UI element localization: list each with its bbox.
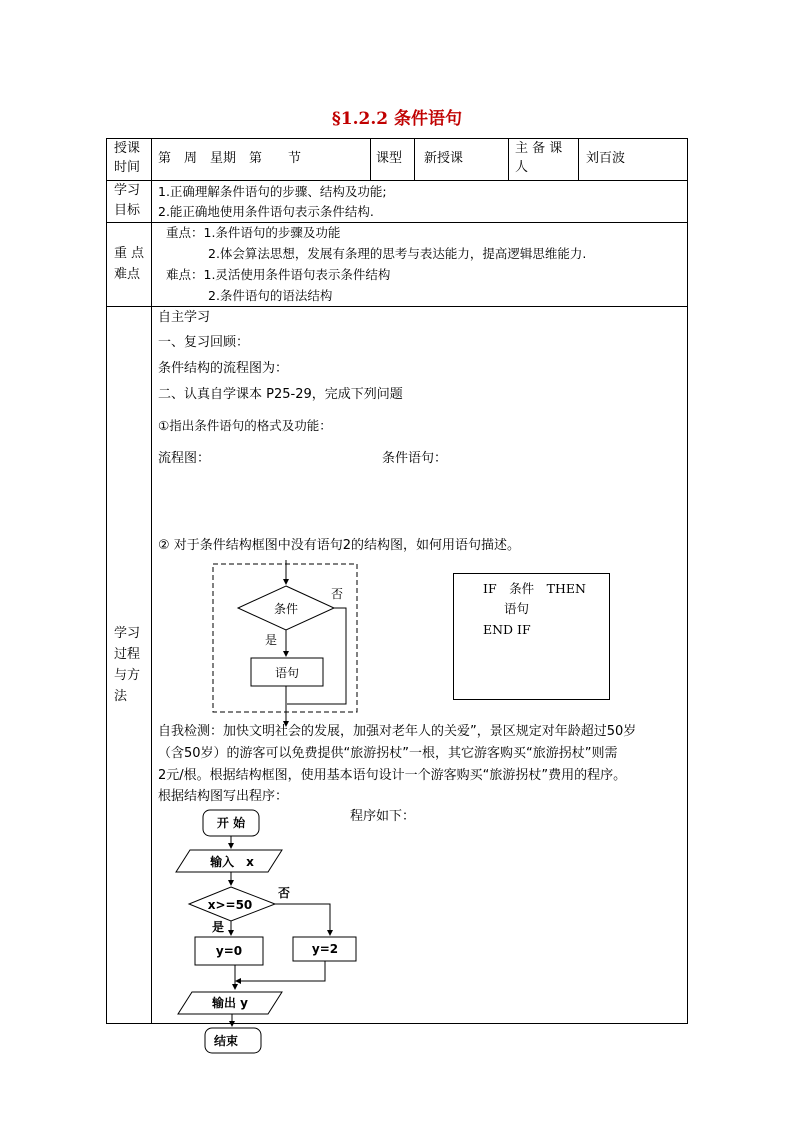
header-cell-divider	[578, 138, 579, 180]
table-border-left	[106, 138, 107, 1024]
keypoints-label-line2: 难点	[114, 267, 141, 282]
process-label-line4: 法	[114, 689, 128, 704]
lesson-time: 第 周 星期 第 节	[158, 151, 302, 166]
table-row-divider	[106, 222, 688, 223]
read-task: 二、认真自学课本 P25-29，完成下列问题	[158, 387, 403, 402]
keypoint-line: 重点：1.条件语句的步骤及功能	[166, 225, 341, 240]
preparer-name: 刘百波	[586, 151, 626, 166]
no-label: 否	[331, 587, 344, 601]
yes-label: 是	[265, 633, 278, 647]
header-cell-divider	[370, 138, 371, 180]
table-row-divider	[106, 306, 688, 307]
question-1: ①指出条件语句的格式及功能：	[158, 418, 332, 433]
input-text: 输入 x	[210, 855, 254, 869]
table-row-divider	[106, 180, 688, 181]
table-column-divider	[151, 138, 152, 1024]
goals-label-line2: 目标	[114, 203, 141, 218]
assign-y2-text: y=2	[311, 942, 339, 956]
preparer-label-line1: 主 备 课	[515, 141, 563, 156]
lesson-type-label: 课型	[376, 151, 403, 166]
time-label-line1: 授课	[114, 141, 141, 156]
self-check-line: 自我检测：加快文明社会的发展，加强对老年人的关爱”，景区规定对年龄超过50岁	[158, 724, 637, 739]
keypoint-line: 2.条件语句的语法结构	[208, 288, 333, 303]
table-border-right	[687, 138, 688, 1024]
process-label-line2: 过程	[114, 647, 141, 662]
code-line: IF 条件 THEN	[483, 581, 586, 596]
code-line: 语句	[504, 601, 530, 616]
decision-text: x>=50	[207, 898, 253, 912]
goal-item: 2.能正确地使用条件语句表示条件结构.	[158, 204, 374, 219]
goals-label-line1: 学习	[114, 183, 141, 198]
program-label: 程序如下：	[350, 809, 416, 824]
self-check-line: 根据结构图写出程序：	[158, 789, 289, 804]
condition-text: 条件	[273, 602, 299, 616]
condition-flowchart	[205, 560, 365, 730]
time-label-line2: 时间	[114, 160, 141, 175]
ticket-flowchart	[170, 805, 370, 1055]
self-check-line: （含50岁）的游客可以免费提供“旅游拐杖”一根，其它游客购买“旅游拐杖”则需	[158, 746, 618, 761]
question-2: ② 对于条件结构框图中没有语句2的结构图，如何用语句描述。	[158, 538, 521, 553]
output-text: 输出 y	[211, 996, 249, 1010]
self-check-line: 2元/根。根据结构框图，使用基本语句设计一个游客购买“旅游拐杖”费用的程序。	[158, 768, 627, 783]
process-label-line1: 学习	[114, 626, 141, 641]
header-cell-divider	[508, 138, 509, 180]
process-label-line3: 与方	[114, 668, 141, 683]
keypoint-line: 难点：1.灵活使用条件语句表示条件结构	[166, 267, 391, 282]
assign-y0-text: y=0	[215, 944, 243, 958]
goal-item: 1.正确理解条件语句的步骤、结构及功能;	[158, 184, 387, 199]
preparer-label-line2: 人	[515, 160, 529, 175]
self-study-heading: 自主学习	[158, 310, 211, 325]
flowchart-label: 流程图：	[158, 451, 211, 466]
statement-text: 语句	[274, 666, 300, 680]
lesson-type-value: 新授课	[424, 151, 464, 166]
code-line: END IF	[483, 622, 531, 637]
start-text: 开 始	[216, 816, 246, 830]
no-label: 否	[278, 886, 291, 900]
keypoints-label-line1: 重点	[114, 246, 149, 261]
review-heading: 一、复习回顾：	[158, 335, 250, 350]
header-cell-divider	[414, 138, 415, 180]
flow-prompt: 条件结构的流程图为：	[158, 361, 289, 376]
page-title: §1.2.2 条件语句	[331, 109, 463, 129]
yes-label: 是	[212, 920, 225, 934]
table-border-top	[106, 138, 688, 139]
statement-label: 条件语句：	[382, 451, 448, 466]
end-text: 结束	[213, 1034, 239, 1048]
keypoint-line: 2.体会算法思想，发展有条理的思考与表达能力，提高逻辑思维能力.	[208, 246, 587, 261]
